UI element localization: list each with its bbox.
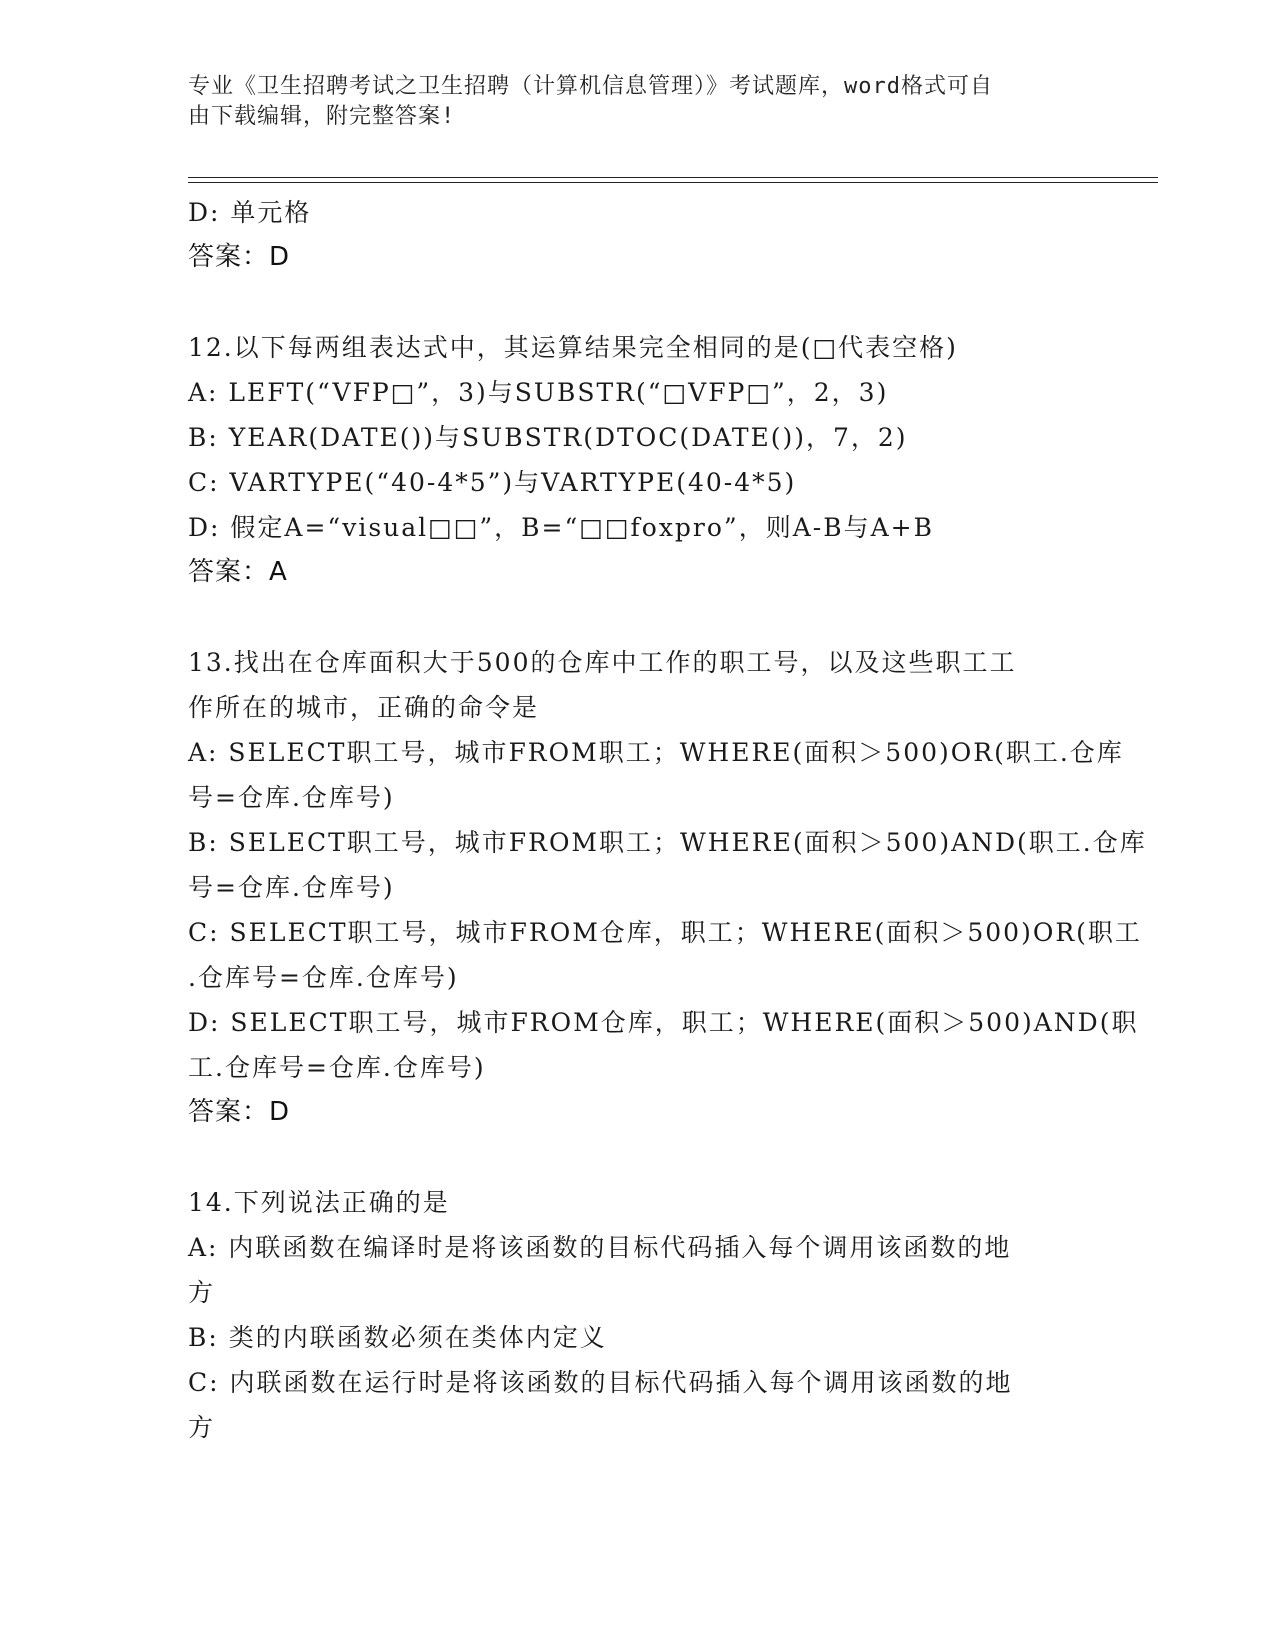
question-12 — [188, 325, 1088, 595]
option-c-line-2: .仓库号=仓库.仓库号) — [188, 963, 459, 992]
question-stem: 14.下列说法正确的是 — [188, 1188, 450, 1217]
spacer — [188, 280, 1088, 325]
option-a-line-1: A: 内联函数在编译时是将该函数的目标代码插入每个调用该函数的地 — [188, 1233, 1012, 1262]
option-a-line-1: A: SELECT职工号，城市FROM职工；WHERE(面积＞500)OR(职工.仓库 — [188, 738, 1124, 767]
option-d-line-1: D: SELECT职工号，城市FROM仓库，职工；WHERE(面积＞500)AND(职 — [188, 1008, 1139, 1037]
option-c-line-1: C: 内联函数在运行时是将该函数的目标代码插入每个调用该函数的地 — [188, 1368, 1013, 1397]
prev-option-d: D: 单元格 — [188, 198, 312, 227]
prev-answer: 答案：D — [188, 242, 291, 272]
page-header — [188, 72, 1078, 132]
option-a: A: LEFT(“VFP□”，3)与SUBSTR(“□VFP□”，2，3) — [188, 378, 889, 407]
question-stem-line-1: 13.找出在仓库面积大于500的仓库中工作的职工号，以及这些职工工 — [188, 648, 1017, 677]
spacer — [188, 1135, 1088, 1180]
header-line-2: 由下载编辑，附完整答案! — [188, 104, 456, 129]
option-a-line-2: 方 — [188, 1278, 216, 1307]
header-line-1: 专业《卫生招聘考试之卫生招聘（计算机信息管理）》考试题库，word格式可自 — [188, 74, 993, 99]
question-13 — [188, 640, 1147, 1135]
header-rule-bottom — [188, 182, 1158, 183]
option-c-line-1: C: SELECT职工号，城市FROM仓库，职工；WHERE(面积＞500)OR(职工 — [188, 918, 1142, 947]
question-content — [188, 190, 1147, 1450]
option-b-line-2: 号=仓库.仓库号) — [188, 873, 395, 902]
option-a-line-2: 号=仓库.仓库号) — [188, 783, 395, 812]
option-d-line-2: 工.仓库号=仓库.仓库号) — [188, 1053, 486, 1082]
question-stem-line-2: 作所在的城市，正确的命令是 — [188, 693, 540, 722]
answer: 答案：D — [188, 1097, 291, 1127]
option-b: B: YEAR(DATE())与SUBSTR(DTOC(DATE())，7，2) — [188, 423, 908, 452]
option-c: C: VARTYPE(“40-4*5”)与VARTYPE(40-4*5) — [188, 468, 797, 497]
answer: 答案：A — [188, 557, 288, 587]
spacer — [188, 595, 1088, 640]
question-14 — [188, 1180, 1088, 1450]
option-b: B: 类的内联函数必须在类体内定义 — [188, 1323, 607, 1352]
option-c-line-2: 方 — [188, 1413, 216, 1442]
question-stem: 12.以下每两组表达式中，其运算结果完全相同的是(□代表空格) — [188, 333, 958, 362]
header-rule-top — [188, 177, 1158, 178]
option-b-line-1: B: SELECT职工号，城市FROM职工；WHERE(面积＞500)AND(职工.仓库 — [188, 828, 1147, 857]
option-d: D: 假定A=“visual□□”，B=“□□foxpro”，则A-B与A+B — [188, 513, 934, 542]
